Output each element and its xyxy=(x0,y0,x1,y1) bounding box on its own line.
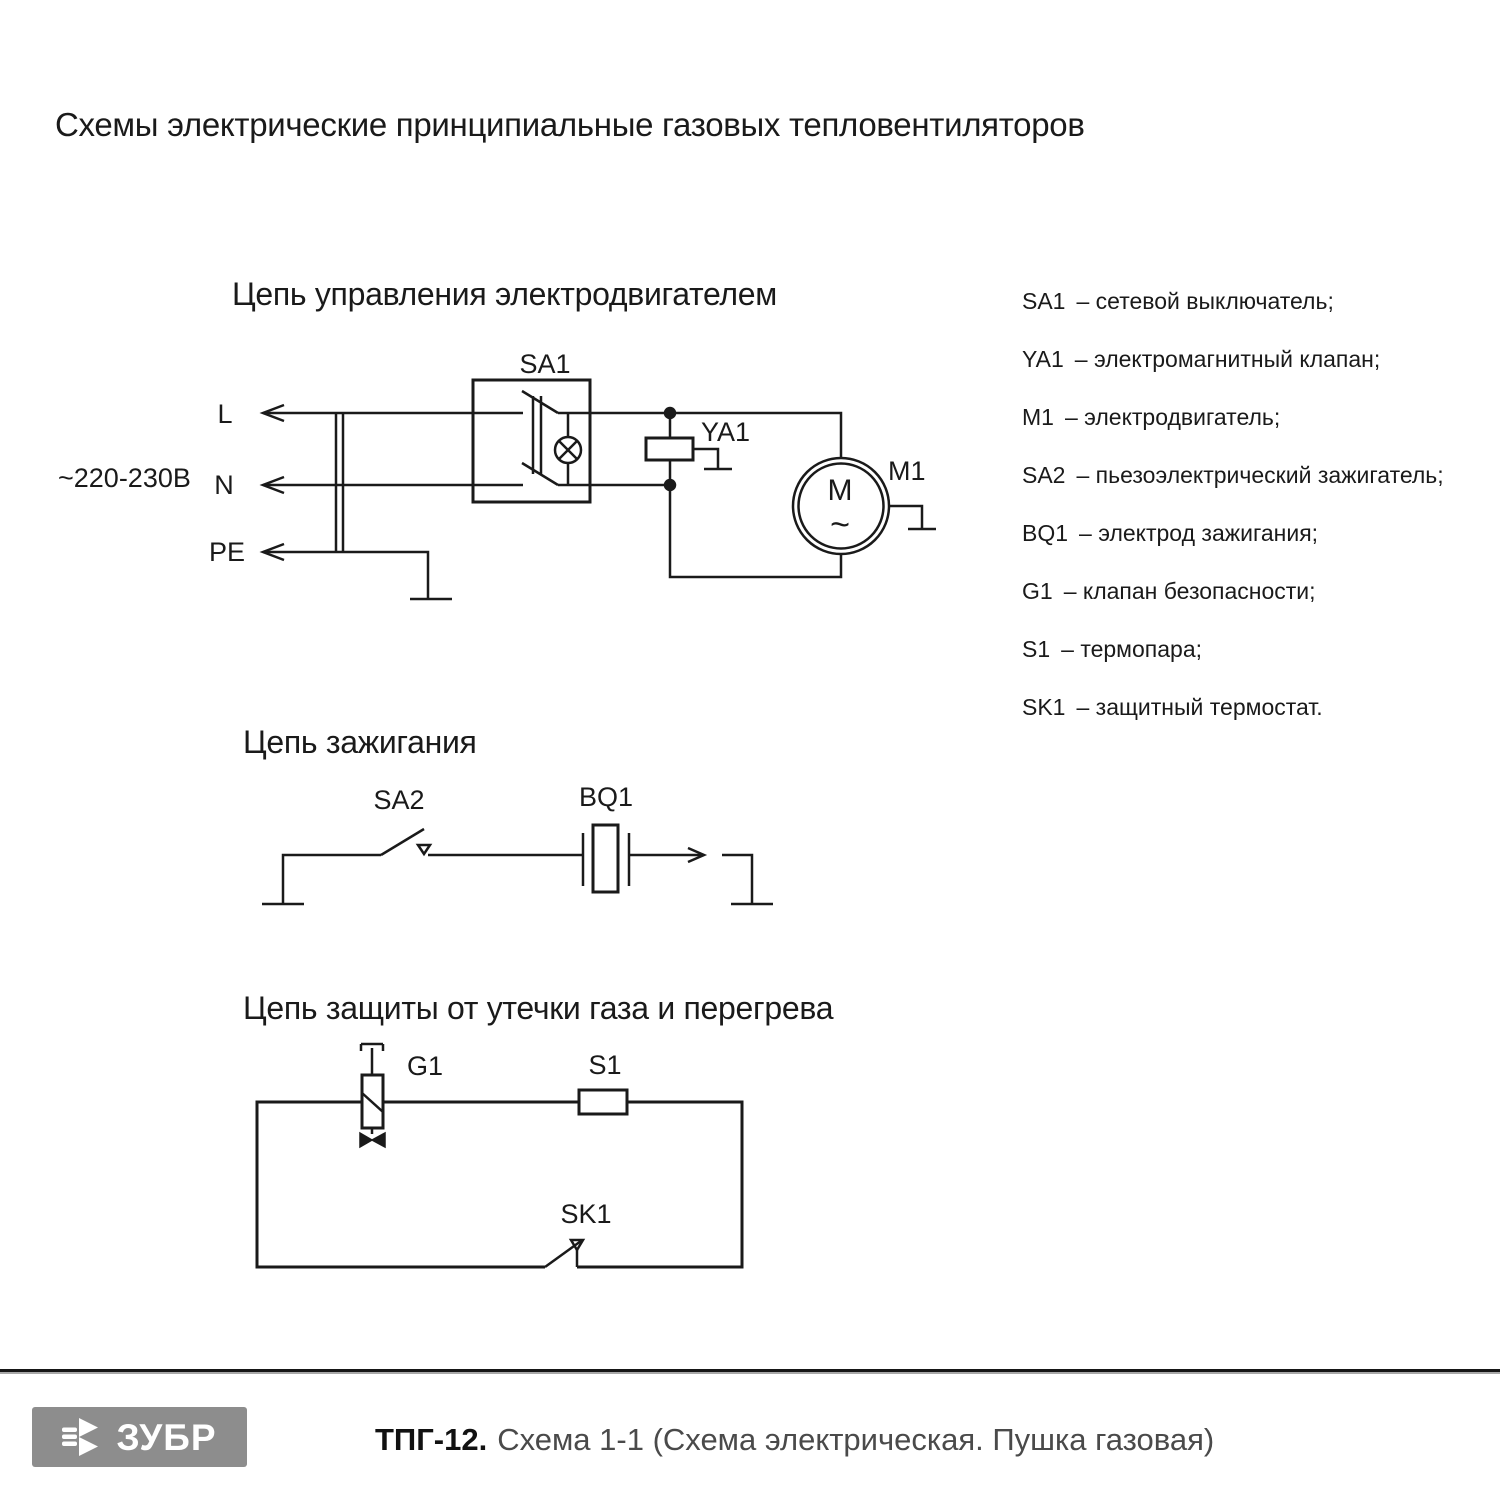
left-wire xyxy=(283,855,381,904)
label-g1: G1 xyxy=(407,1051,444,1081)
label-bq1: BQ1 xyxy=(578,782,634,812)
page-title: Схемы электрические принципиальные газовых тепловентиляторов xyxy=(55,106,1085,143)
label-sk1: SK1 xyxy=(560,1199,612,1229)
legend-code: SA2 xyxy=(1022,462,1066,488)
legend-item-sk1 xyxy=(1022,694,1444,752)
circuit-ignition xyxy=(262,782,773,904)
s1-thermocouple-symbol xyxy=(579,1090,627,1114)
label-n: N xyxy=(214,470,234,500)
label-m1: M1 xyxy=(888,456,926,486)
footer-divider xyxy=(0,1369,1500,1374)
label-sa1: SA1 xyxy=(519,349,571,379)
protection-loop xyxy=(257,1102,742,1267)
label-s1: S1 xyxy=(588,1050,622,1080)
circuit2-title: Цепь зажигания xyxy=(243,724,477,760)
plug-connector-symbol xyxy=(336,413,343,552)
circuit-motor-control xyxy=(58,349,936,599)
legend-item-m1 xyxy=(1022,404,1444,462)
model-label: ТПГ-12. xyxy=(375,1422,488,1457)
sa2-switch-symbol xyxy=(381,829,424,855)
ground-icon xyxy=(693,449,732,469)
bq1-electrode-symbol xyxy=(583,825,629,892)
legend-item-sa2 xyxy=(1022,462,1444,520)
legend-desc: – электродвигатель; xyxy=(1064,404,1281,430)
legend-desc: – термопара; xyxy=(1061,636,1203,662)
voltage-label: ~220-230В xyxy=(58,463,191,493)
legend-code: S1 xyxy=(1022,636,1051,662)
label-pe: PE xyxy=(208,537,246,567)
legend-code: G1 xyxy=(1022,578,1053,604)
indicator-lamp-icon xyxy=(555,413,581,485)
zubr-logo xyxy=(32,1407,247,1467)
legend-code: M1 xyxy=(1022,404,1054,430)
legend-item-s1 xyxy=(1022,636,1444,694)
g1-gas-valve-symbol xyxy=(360,1044,385,1147)
caption-text: Схема 1-1 (Схема электрическая. Пушка газовая) xyxy=(497,1422,1215,1457)
brand-name: ЗУБР xyxy=(116,1416,217,1458)
sa1-switch-symbol xyxy=(522,391,558,485)
label-ya1: YA1 xyxy=(701,417,751,447)
legend-desc: – электрод зажигания; xyxy=(1079,520,1319,546)
motor-letter: M xyxy=(827,474,853,507)
legend-code: BQ1 xyxy=(1022,520,1069,546)
legend-desc: – клапан безопасности; xyxy=(1063,578,1316,604)
legend xyxy=(1022,288,1444,752)
zubr-logo-icon xyxy=(62,1417,106,1457)
sa1-switch-box xyxy=(473,380,590,502)
label-l: L xyxy=(217,399,233,429)
sk1-thermostat-switch-symbol xyxy=(545,1240,583,1267)
legend-item-sa1 xyxy=(1022,288,1444,346)
circuit1-title: Цепь управления электродвигателем xyxy=(232,276,777,312)
contact-triangle-icon xyxy=(418,845,430,854)
legend-desc: – электромагнитный клапан; xyxy=(1074,346,1381,372)
circuit3-title: Цепь защиты от утечки газа и перегрева xyxy=(243,990,834,1026)
legend-desc: – пьезоэлектрический зажигатель; xyxy=(1076,462,1444,488)
legend-code: SK1 xyxy=(1022,694,1066,720)
legend-item-ya1 xyxy=(1022,346,1444,404)
l-wire xyxy=(263,413,841,458)
footer-caption xyxy=(375,1422,1214,1458)
legend-desc: – сетевой выключатель; xyxy=(1076,288,1334,314)
ground-icon xyxy=(889,506,936,529)
legend-desc: – защитный термостат. xyxy=(1076,694,1323,720)
right-wire xyxy=(722,855,752,904)
label-sa2: SA2 xyxy=(373,785,425,815)
legend-item-bq1 xyxy=(1022,520,1444,578)
motor-ac-sign: ~ xyxy=(830,506,850,544)
valve-bowtie-icon xyxy=(360,1133,385,1147)
legend-code: SA1 xyxy=(1022,288,1066,314)
pe-wire xyxy=(263,552,428,599)
circuit-protection xyxy=(257,1044,742,1267)
legend-code: YA1 xyxy=(1022,346,1064,372)
n-return-wire xyxy=(670,485,841,577)
legend-item-g1 xyxy=(1022,578,1444,636)
